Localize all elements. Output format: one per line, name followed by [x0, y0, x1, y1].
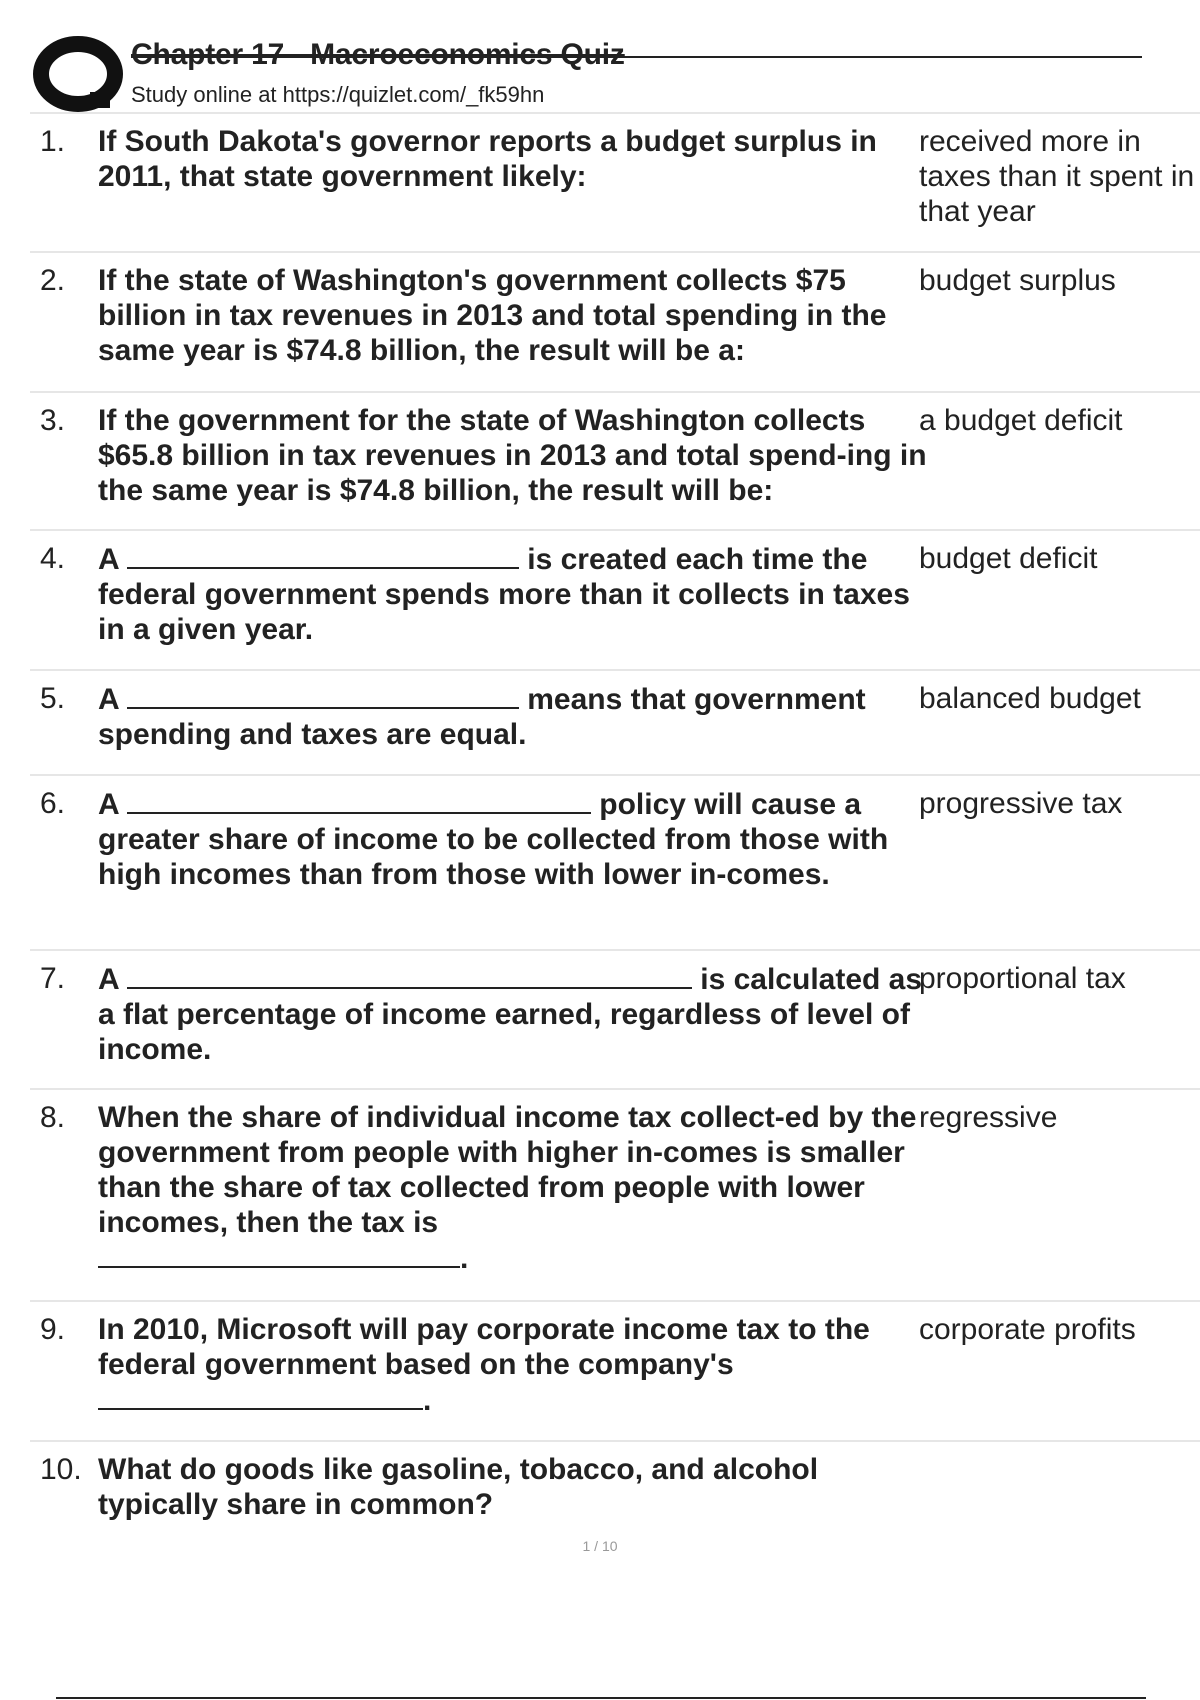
- fill-in-blank: [127, 961, 692, 989]
- answer-text: a budget deficit: [919, 404, 1123, 437]
- question-text: What do goods like gasoline, tobacco, and alcohol typically share in common?: [98, 1453, 819, 1521]
- page-header: [30, 30, 1142, 110]
- question-text: If the government for the state of Washington collects $65.8 billion in tax revenues in 2013 and total spend-ing in the same year is $74.8 billion, the result will be:: [98, 404, 927, 507]
- fill-in-blank: [127, 541, 519, 569]
- quiz-item: [30, 774, 1200, 949]
- quiz-item: [30, 669, 1200, 774]
- item-number: 5.: [40, 682, 66, 715]
- question-text: In 2010, Microsoft will pay corporate income tax to the federal government based on the company's .: [98, 1313, 870, 1417]
- item-number: 2.: [40, 264, 66, 297]
- item-number: 9.: [40, 1313, 66, 1346]
- item-number: 6.: [40, 787, 66, 820]
- answer-text: budget surplus: [919, 264, 1116, 297]
- answer-text: received more in taxes than it spent in that year: [919, 125, 1195, 228]
- answer-text: corporate profits: [919, 1313, 1136, 1346]
- fill-in-blank: [127, 786, 591, 814]
- item-number: 10.: [40, 1453, 82, 1486]
- quiz-item: [30, 1088, 1200, 1300]
- item-number: 7.: [40, 962, 66, 995]
- item-number: 4.: [40, 542, 66, 575]
- question-text: A means that government spending and taxes are equal.: [98, 683, 866, 751]
- question-text: A policy will cause a greater share of income to be collected from those with high incomes than from those with lower in-comes.: [98, 788, 889, 891]
- page-number: 1 / 10: [582, 1538, 618, 1554]
- answer-text: balanced budget: [919, 682, 1141, 715]
- item-number: 8.: [40, 1101, 66, 1134]
- quiz-list: [30, 112, 1200, 1562]
- fill-in-blank: [98, 1382, 423, 1410]
- item-number: 1.: [40, 125, 66, 158]
- question-text: A is calculated as a flat percentage of income earned, regardless of level of income.: [98, 963, 923, 1066]
- fill-in-blank: [98, 1240, 460, 1268]
- page-title: Chapter 17 - Macroeconomics Quiz: [131, 38, 625, 71]
- quizlet-logo-icon: [30, 34, 140, 114]
- answer-text: regressive: [919, 1101, 1058, 1134]
- fill-in-blank: [127, 681, 519, 709]
- quiz-item: [30, 529, 1200, 669]
- footer-rule: [56, 1697, 1146, 1699]
- question-text: If the state of Washington's government collects $75 billion in tax revenues in 2013 and total spending in the same year is $74.8 billion, the result will be a:: [98, 264, 887, 367]
- quiz-item: [30, 1300, 1200, 1440]
- question-text: If South Dakota's governor reports a budget surplus in 2011, that state government likely:: [98, 125, 877, 193]
- quiz-item: [30, 949, 1200, 1088]
- quiz-item: [30, 391, 1200, 529]
- question-text: When the share of individual income tax collect-ed by the government from people with higher in-comes is smaller than the share of tax collected from people with lower incomes, then the tax is .: [98, 1101, 917, 1275]
- question-text: A is created each time the federal government spends more than it collects in taxes in a given year.: [98, 543, 910, 646]
- item-number: 3.: [40, 404, 66, 437]
- study-online-link[interactable]: Study online at https://quizlet.com/_fk59hn: [131, 82, 545, 107]
- answer-text: progressive tax: [919, 787, 1123, 820]
- answer-text: budget deficit: [919, 542, 1098, 575]
- answer-text: proportional tax: [919, 962, 1126, 995]
- quiz-item: [30, 251, 1200, 391]
- quiz-item: [30, 112, 1200, 251]
